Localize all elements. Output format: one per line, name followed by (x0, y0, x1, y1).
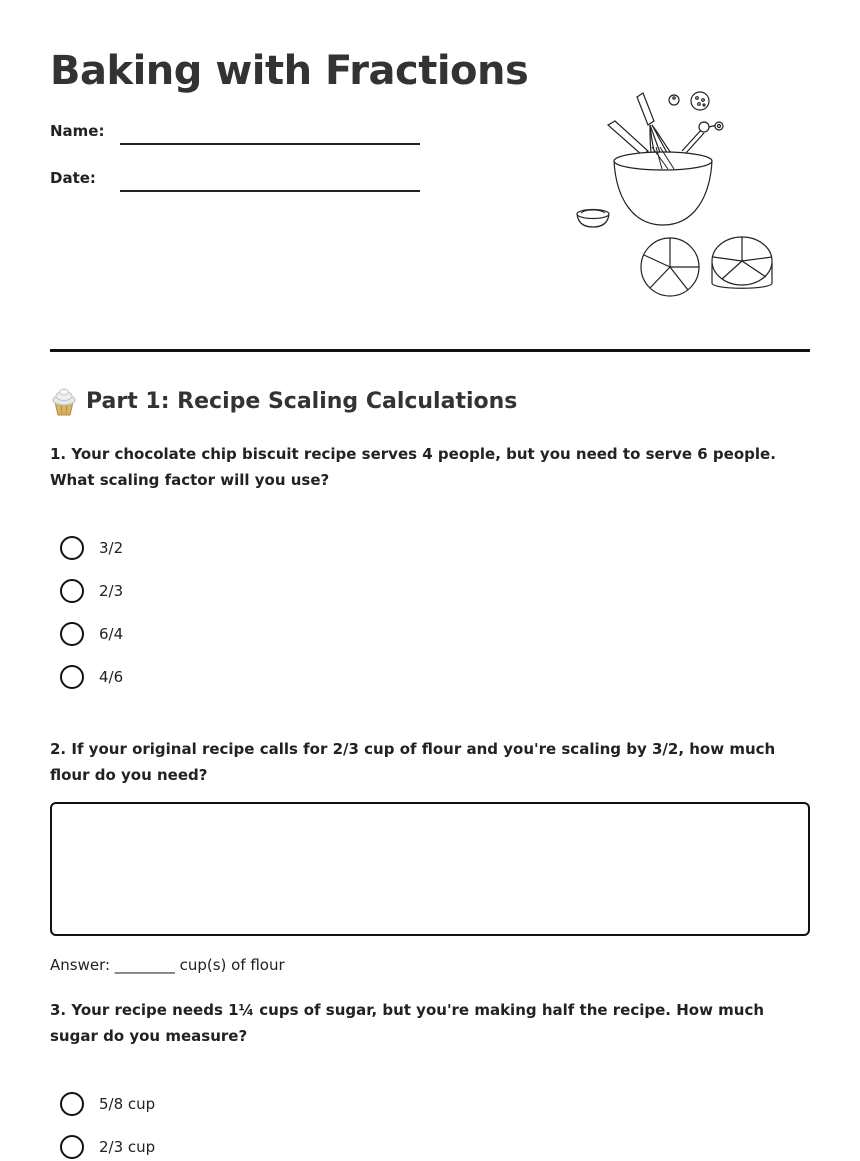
name-field[interactable] (120, 143, 420, 145)
q1-option-3[interactable] (60, 622, 123, 646)
header-divider (50, 349, 810, 352)
option-label: 6/4 (99, 625, 124, 643)
cupcake-icon (50, 386, 78, 416)
q1-option-2[interactable] (60, 579, 123, 603)
radio-button[interactable] (60, 622, 84, 646)
option-label: 5/8 cup (99, 1095, 156, 1113)
date-label: Date: (50, 169, 96, 187)
small-bowl-icon (577, 210, 609, 228)
date-field[interactable] (120, 190, 420, 192)
q3-option-1[interactable] (60, 1092, 155, 1116)
mixing-bowl-icon (614, 147, 712, 225)
answer-textarea[interactable] (50, 802, 810, 936)
page-title: Baking with Fractions (50, 48, 529, 94)
question-1: 1. Your chocolate chip biscuit recipe serves 4 people, but you need to serve 6 people. What scaling factor will you use? (50, 445, 776, 489)
measuring-spoon-icon (682, 122, 723, 153)
section-heading-text: Part 1: Recipe Scaling Calculations (86, 388, 518, 414)
radio-button[interactable] (60, 1092, 84, 1116)
fraction-pie-icon (641, 238, 699, 296)
q3-option-2[interactable] (60, 1135, 155, 1159)
section-heading (50, 386, 517, 416)
answer-line: Answer: ________ cup(s) of flour (50, 956, 285, 974)
option-label: 3/2 (99, 539, 124, 557)
option-label: 2/3 (99, 582, 124, 600)
radio-button[interactable] (60, 1135, 84, 1159)
radio-button[interactable] (60, 579, 84, 603)
radio-button[interactable] (60, 665, 84, 689)
cookie-icon (691, 92, 709, 110)
baking-illustration (570, 85, 785, 300)
option-label: 4/6 (99, 668, 124, 686)
name-label: Name: (50, 122, 105, 140)
question-2: 2. If your original recipe calls for 2/3 cup of flour and you're scaling by 3/2, how much flour do you need? (50, 740, 776, 784)
question-3: 3. Your recipe needs 1¼ cups of sugar, but you're making half the recipe. How much sugar do you measure? (50, 1001, 765, 1045)
q1-option-4[interactable] (60, 665, 123, 689)
spatula-icon (608, 121, 648, 155)
fraction-cake-icon (712, 237, 772, 288)
option-label: 2/3 cup (99, 1138, 156, 1156)
radio-button[interactable] (60, 536, 84, 560)
q1-option-1[interactable] (60, 536, 123, 560)
